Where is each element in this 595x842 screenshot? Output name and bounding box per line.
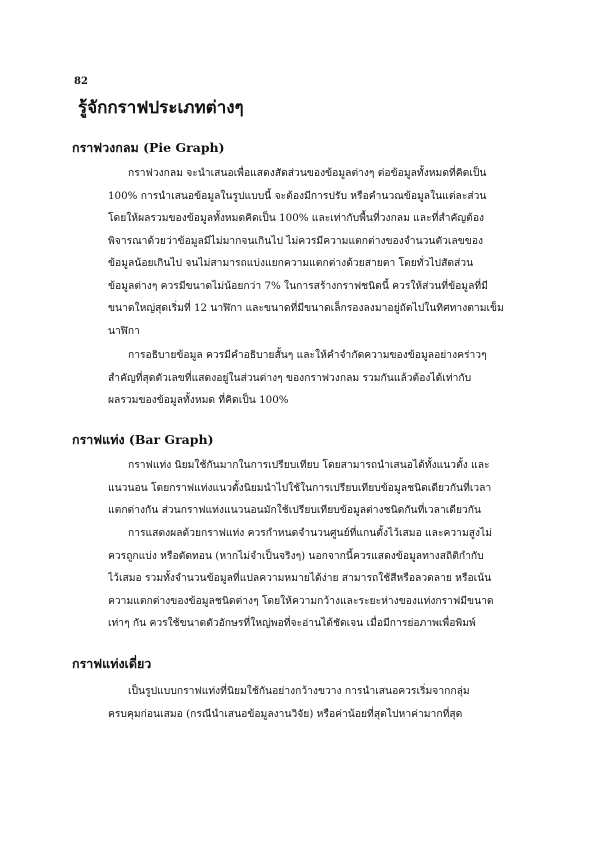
pie-graph-paragraph-2 (108, 344, 522, 412)
text-line: ผลรวมของข้อมูลทั้งหมด ที่คิดเป็น 100% (108, 394, 289, 406)
text-line: กราฟแท่ง นิยมใช้กันมากในการเปรียบเทียบ โดยสามารถนำเสนอได้ทั้งแนวตั้ง และ (128, 459, 490, 471)
text-line: ข้อมูลต่างๆ ควรมีขนาดไม่น้อยกว่า 7% ในการสร้างกราฟชนิดนี้ ควรให้ส่วนที่ข้อมูลที่มี (108, 279, 488, 292)
pie-graph-paragraph-1 (108, 162, 522, 342)
section-heading-single-bar-graph: กราฟแท่งเดี่ยว (72, 656, 152, 671)
text-line: เป็นรูปแบบกราฟแท่งที่นิยมใช้กันอย่างกว้างขวาง การนำเสนอควรเริ่มจากกลุ่ม (128, 685, 470, 697)
text-line: แนวนอน โดยกราฟแท่งแนวตั้งนิยมนำไปใช้ในการเปรียบเทียบข้อมูลชนิดเดียวกันที่เวลา (108, 481, 492, 494)
text-line: การแสดงผลด้วยกราฟแท่ง ควรกำหนดจำนวนศูนย์ที่แกนตั้งไว้เสมอ และความสูงไม่ (128, 527, 493, 539)
text-line: เท่าๆ กัน ควรใช้ขนาดตัวอักษรที่ใหญ่พอที่จะอ่านได้ชัดเจน เมื่อมีการย่อภาพเพื่อพิมพ์ (108, 617, 476, 629)
text-line: ครบคุมก่อนเสมอ (กรณีนำเสนอข้อมูลงานวิจัย) หรือค่าน้อยที่สุดไปหาค่ามากที่สุด (108, 707, 463, 720)
bar-graph-paragraph-1 (108, 454, 522, 522)
text-line: โดยให้ผลรวมของข้อมูลทั้งหมดคิดเป็น 100% และเท่ากับพื้นที่วงกลม และที่สำคัญต้อง (108, 212, 485, 224)
text-line: การอธิบายข้อมูล ควรมีคำอธิบายสั้นๆ และให้คำจำกัดความของข้อมูลอย่างคร่าวๆ (128, 349, 487, 361)
section-heading-pie-graph: กราฟวงกลม (Pie Graph) (72, 140, 225, 155)
text-line: ความแตกต่างของข้อมูลชนิดต่างๆ โดยให้ความกว้างและระยะห่างของแท่งกราฟมีขนาด (108, 594, 494, 607)
text-line: นาฬิกา (108, 324, 140, 337)
text-line: ข้อมูลน้อยเกินไป จนไม่สามารถแบ่งแยกความแตกต่างด้วยสายตา โดยทั่วไปสัดส่วน (108, 257, 474, 269)
text-line: สำคัญที่สุดตัวเลขที่แสดงอยู่ในส่วนต่างๆ ของกราฟวงกลม รวมกันแล้วต้องได้เท่ากับ (108, 371, 472, 384)
single-bar-graph-paragraph-1 (108, 680, 522, 725)
text-line: ขนาดใหญ่สุดเริ่มที่ 12 นาฬิกา และขนาดที่มีขนาดเล็กรองลงมาอยู่ถัดไปในทิศทางตามเข็ม (108, 302, 504, 314)
section-heading-bar-graph: กราฟแท่ง (Bar Graph) (72, 432, 214, 447)
text-line: 100% การนำเสนอข้อมูลในรูปแบบนี้ จะต้องมีการปรับ หรือคำนวณข้อมูลในแต่ละส่วน (108, 189, 487, 202)
text-line: กราฟวงกลม จะนำเสนอเพื่อแสดงสัดส่วนของข้อมูลต่างๆ ต่อข้อมูลทั้งหมดที่คิดเป็น (128, 167, 487, 179)
text-line: แตกต่างกัน ส่วนกราฟแท่งแนวนอนมักใช้เปรียบเทียบข้อมูลต่างชนิดกันที่เวลาเดียวกัน (108, 504, 482, 516)
page-title: รู้จักกราฟประเภทต่างๆ (78, 98, 244, 118)
page-number: 82 (74, 76, 88, 87)
text-line: ควรถูกแบ่ง หรือตัดทอน (หากไม่จำเป็นจริงๆ) นอกจากนี้ควรแสดงข้อมูลทางสถิติกำกับ (108, 549, 484, 562)
text-line: ไว้เสมอ รวมทั้งจำนวนข้อมูลที่แปลความหมายได้ง่าย สามารถใช้สีหรือลวดลาย หรือเน้น (108, 572, 492, 584)
bar-graph-paragraph-2 (108, 522, 522, 635)
text-line: พิจารณาด้วยว่าข้อมูลมีไม่มากจนเกินไป ไม่ควรมีความแตกต่างของจำนวนตัวเลขของ (108, 234, 484, 247)
